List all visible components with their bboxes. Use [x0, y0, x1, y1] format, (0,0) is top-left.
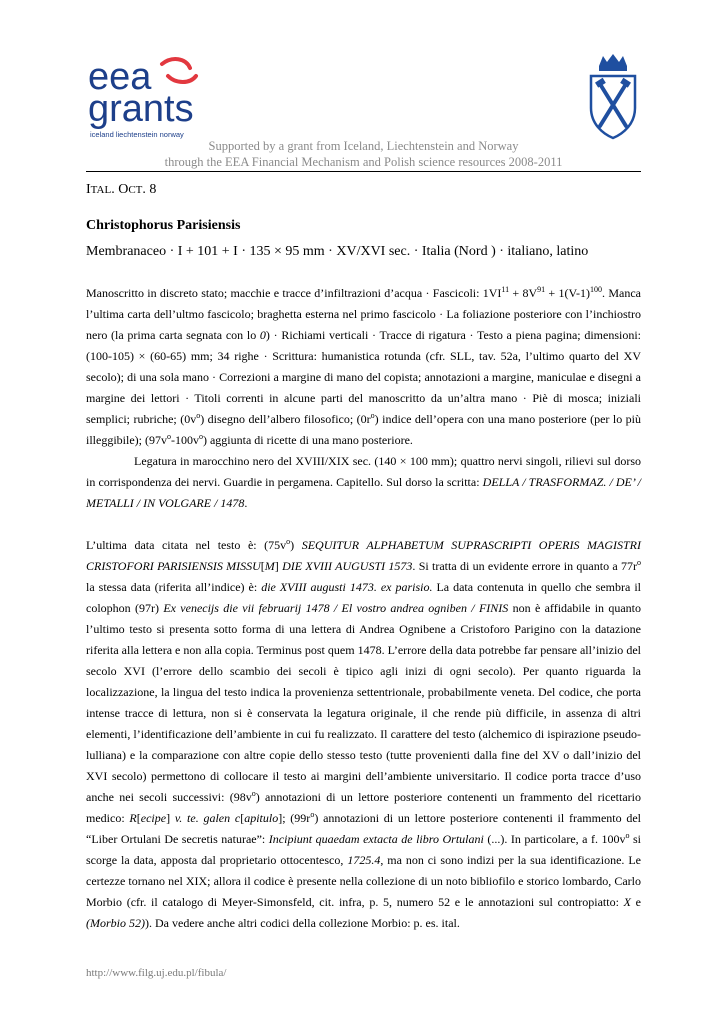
eea-grants-logo [86, 54, 204, 140]
logo-word-eea: eea [88, 56, 152, 98]
support-line-1: Supported by a grant from Iceland, Liechtenstein and Norway [208, 139, 519, 153]
page-header [86, 48, 641, 172]
history-paragraph: L’ultima data citata nel testo è: $(75v^o)$ SEQUITUR ALPHABETUM SUPRASCRIPTI OPERIS MAGISTRI CRISTOFORI PARISIENSIS MISSU[M] DIE XVIII AUGUSTI 1573. Si tratta di un evidente errore in quanto a $77r^o$ la stessa data (riferita all’indice) è: die XVIII augusti 1473. ex parisio. La data contenuta in quello che sembra il colophon (97r) Ex venecijs die vii februarij 1478 / El vostro andrea ogniben / FINIS non è affidabile in quanto l’ultimo testo si presenta sotto forma di una lettera di Andrea Ognibene a Cristoforo Parigino con la datazione riferita alla lettera e non alla copia. Terminus post quem 1478. L’errore della data potrebbe far pensare all’inizio del secolo XVI (l’errore dello scambio dei secoli è tipico agli inizi di ogni secolo). Per quanto riguarda la localizzazione, la lingua del testo indica la provenienza settentrionale, probabilmente veneta. Del codice, che porta intense tracce di lettura, non si è conservata la legatura originale, il che rende più difficile, in assenza di altri elementi, l’identificazione dell’ambiente in cui fu realizzato. Il carattere del testo (alchemico di ispirazione pseudo-lulliana) e la comparazione con altre copie dello stesso testo (tutte provenienti dalla fine del XV o dall’inizio del XVI secolo) permettono di collocare il testo ai margini dell’ambiente universitario. Il codice porta tracce d’uso anche nei secoli successivi: $(98v^o)$ annotazioni di un lettore posteriore contenenti un frammento del ricettario medico: R[ecipe] v. te. galen c[apitulo]; $(99r^o)$ annotazioni di un lettore posteriore contenenti il frammento del “Liber Ortulani De secretis naturae”: Incipiunt quaedam extacta de libro Ortulani (...). In particolare, a f. $100v^o$ si scorge la data, apposta dal proprietario ottocentesco, 1725.4, ma non ci sono indizi per la sua identificazione. Le certezze tornano nel XIX; allora il codice è presente nella collezione di un noto bibliofilo e storico lombardo, Carlo Morbio (cfr. il catalogo di Meyer-Simonsfeld, cit. infra, p. 5, numero 52 e le annotazioni sul contropiatto: X e (Morbio 52)). Da vedere anche altri codici della collezione Morbio: p. es. ital. [86, 537, 642, 930]
support-line-2: through the EEA Financial Mechanism and Polish science resources 2008-2011 [164, 155, 563, 169]
description-title: Membranaceo · I + 101 + I · 135 × 95 mm · XV/XVI sec. · Italia (Nord ) · italiano, latino [86, 244, 589, 259]
header-divider [86, 171, 641, 172]
author-name: Christophorus Parisiensis [86, 218, 241, 233]
shelfmark: ITAL. OCT. 8 [86, 182, 157, 197]
logo-tagline: iceland liechtenstein norway [90, 130, 184, 139]
manuscript-record [86, 182, 641, 934]
grant-support-text [86, 138, 641, 170]
logo-word-grants: grants [88, 88, 194, 130]
binding-paragraph: Legatura in marocchino nero del XVIII/XIX sec. (140 × 100 mm); quattro nervi singoli, rilievi sul dorso in corrispondenza dei nervi. Guardie in pergamena. Capitello. Sul dorso la scritta: DELLA / TRASFORMAZ. / DE’ / METALLI / IN VOLGARE / 1478. [86, 454, 641, 510]
footer-url: http://www.filg.uj.edu.pl/fibula/ [86, 967, 227, 979]
university-crest-icon [585, 52, 641, 140]
physical-description-paragraph: Manoscritto in discreto stato; macchie e tracce d’infiltrazioni d’acqua · Fascicoli: $1VI^{11} + 8V^{91} + 1(V-1)^{100}$. Manca l’ultima carta dell’ultmo fascicolo; braghetta esterna nel primo fascicolo · La foliazione posteriore con l’inchiostro nero (la prima carta segnata con lo 0) · Richiami verticali · Tracce di rigatura · Testo a piena pagina; dimensioni: (100-105) × (60-65) mm; 34 righe · Scrittura: humanistica rotunda (cfr. SLL, tav. 52a, l’ultimo quarto del XV secolo); di una sola mano · Correzioni a margine di mano del copista; annotazioni a margine, maniculae e disegni a margine dei lettori · Titoli correnti in alcune parti del manoscritto da un’altra mano · Piè di mosca; iniziali semplici; rubriche; $(0v^o)$ disegno dell’albero filosofico; $(0r^o)$ indice dell’opera con una mano posteriore (per lo più illeggibile); $(97v^o-100v^o)$ aggiunta di ricette di una mano posteriore. [86, 285, 641, 447]
